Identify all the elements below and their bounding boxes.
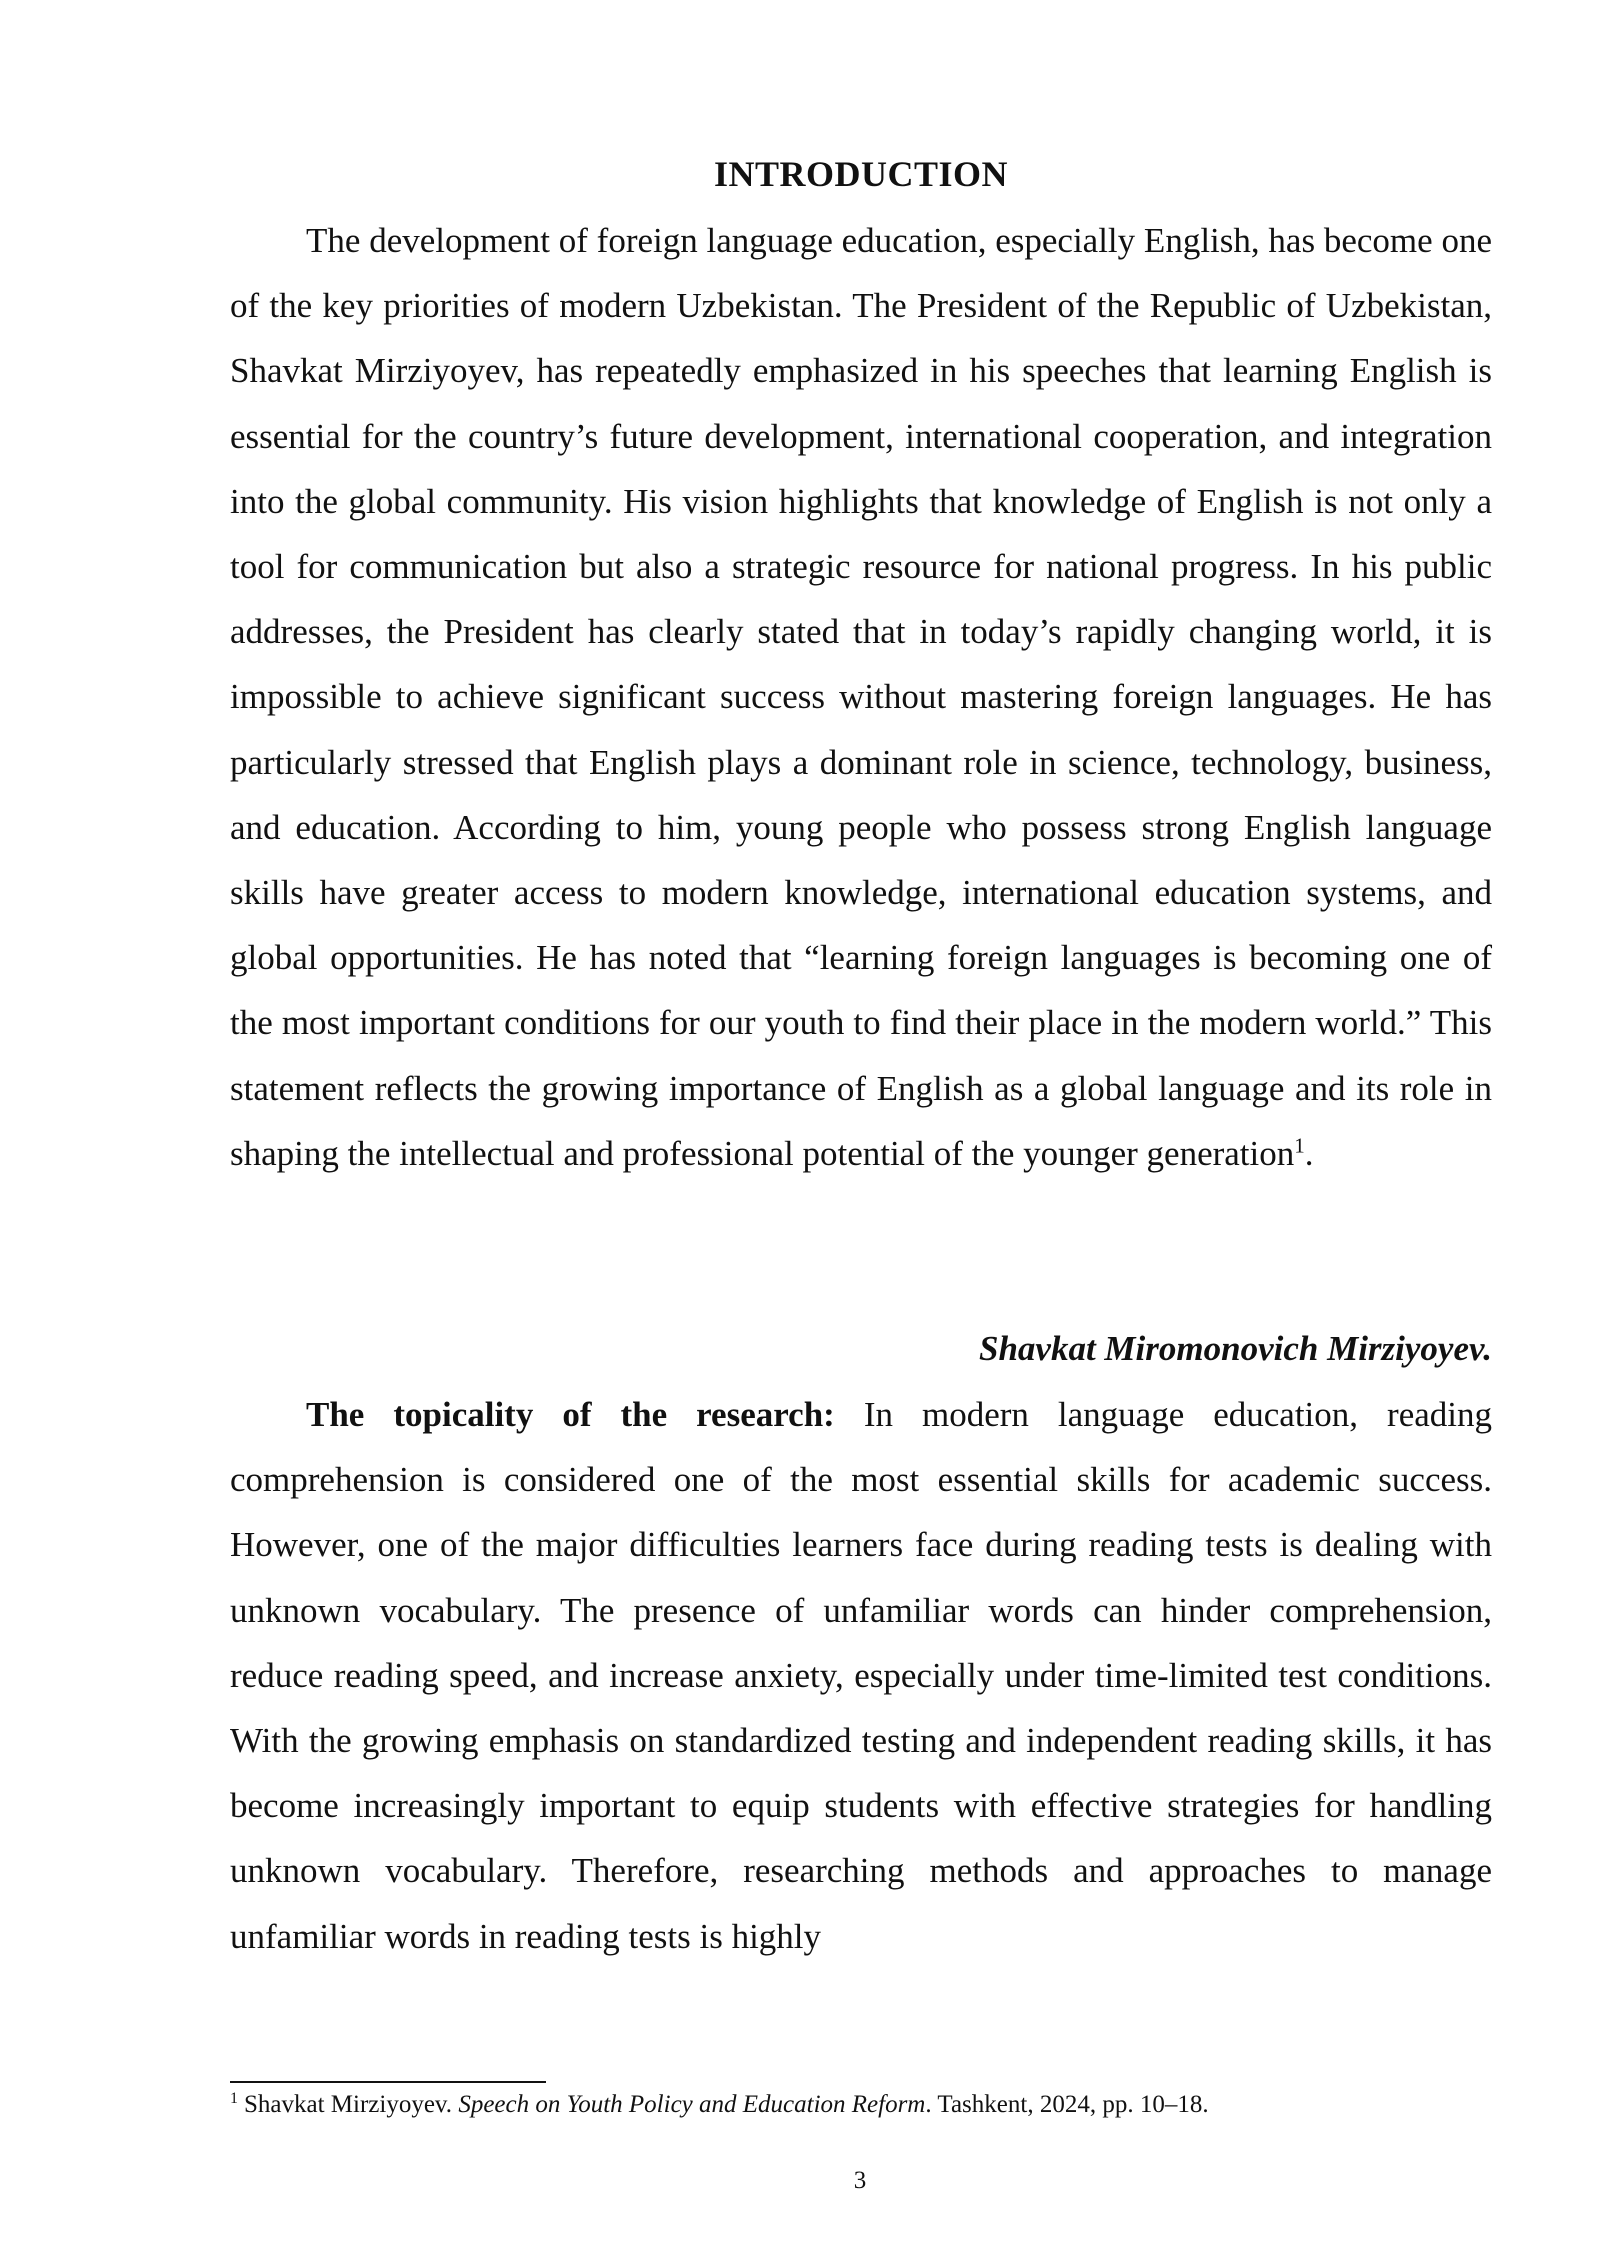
footnote-title: Speech on Youth Policy and Education Reform (458, 2091, 926, 2118)
intro-paragraph-text: The development of foreign language education, especially English, has become one of the key priorities of modern Uzbekistan. The President of the Republic of Uzbekistan, Shavkat Mirziyoyev, has repeatedly emphasized in his speeches that learning English is essential for the country’s future development, international cooperation, and integration into the global community. His vision highlights that knowledge of English is not only a tool for communication but also a strategic resource for national progress. In his public addresses, the President has clearly stated that in today’s rapidly changing world, it is impossible to achieve significant success without mastering foreign languages. He has particularly stressed that English plays a dominant role in science, technology, business, and education. According to him, young people who possess strong English language skills have greater access to modern knowledge, international education systems, and global opportunities. He has noted that “learning foreign languages is becoming one of the most important conditions for our youth to find their place in the modern world.” This statement reflects the growing importance of English as a global language and its role in shaping the intellectual and professional potential of the younger generation (230, 221, 1492, 1173)
topicality-paragraph (230, 1382, 1492, 1969)
footnote-details: . Tashkent, 2024, pp. 10–18. (925, 2091, 1209, 2118)
footnote-separator (230, 2081, 546, 2083)
page-number: 3 (853, 2167, 867, 2194)
intro-paragraph (230, 208, 1492, 1186)
topicality-section (230, 1382, 1492, 1969)
section-heading: INTRODUCTION (713, 154, 1009, 194)
signature-line: Shavkat Miromonovich Mirziyoyev. (978, 1329, 1492, 1368)
footnote-reference[interactable]: 1 (1294, 1133, 1305, 1158)
footnote-author: Shavkat Mirziyoyev. (244, 2091, 453, 2118)
topicality-text: In modern language education, reading comprehension is considered one of the most essential skills for academic success. However, one of the major difficulties learners face during reading tests is dealing with unknown vocabulary. The presence of unfamiliar words can hinder comprehension, reduce reading speed, and increase anxiety, especially under time-limited test conditions. With the growing emphasis on standardized testing and independent reading skills, it has become increasingly important to equip students with effective strategies for handling unknown vocabulary. Therefore, researching methods and approaches to manage unfamiliar words in reading tests is highly (230, 1395, 1492, 1956)
footnote-number: 1 (230, 2089, 238, 2107)
intro-paragraph-end: . (1304, 1133, 1314, 1173)
footnote (230, 2088, 1492, 2122)
intro-section (230, 208, 1492, 1186)
topicality-lead: The topicality of the research: (306, 1395, 835, 1434)
